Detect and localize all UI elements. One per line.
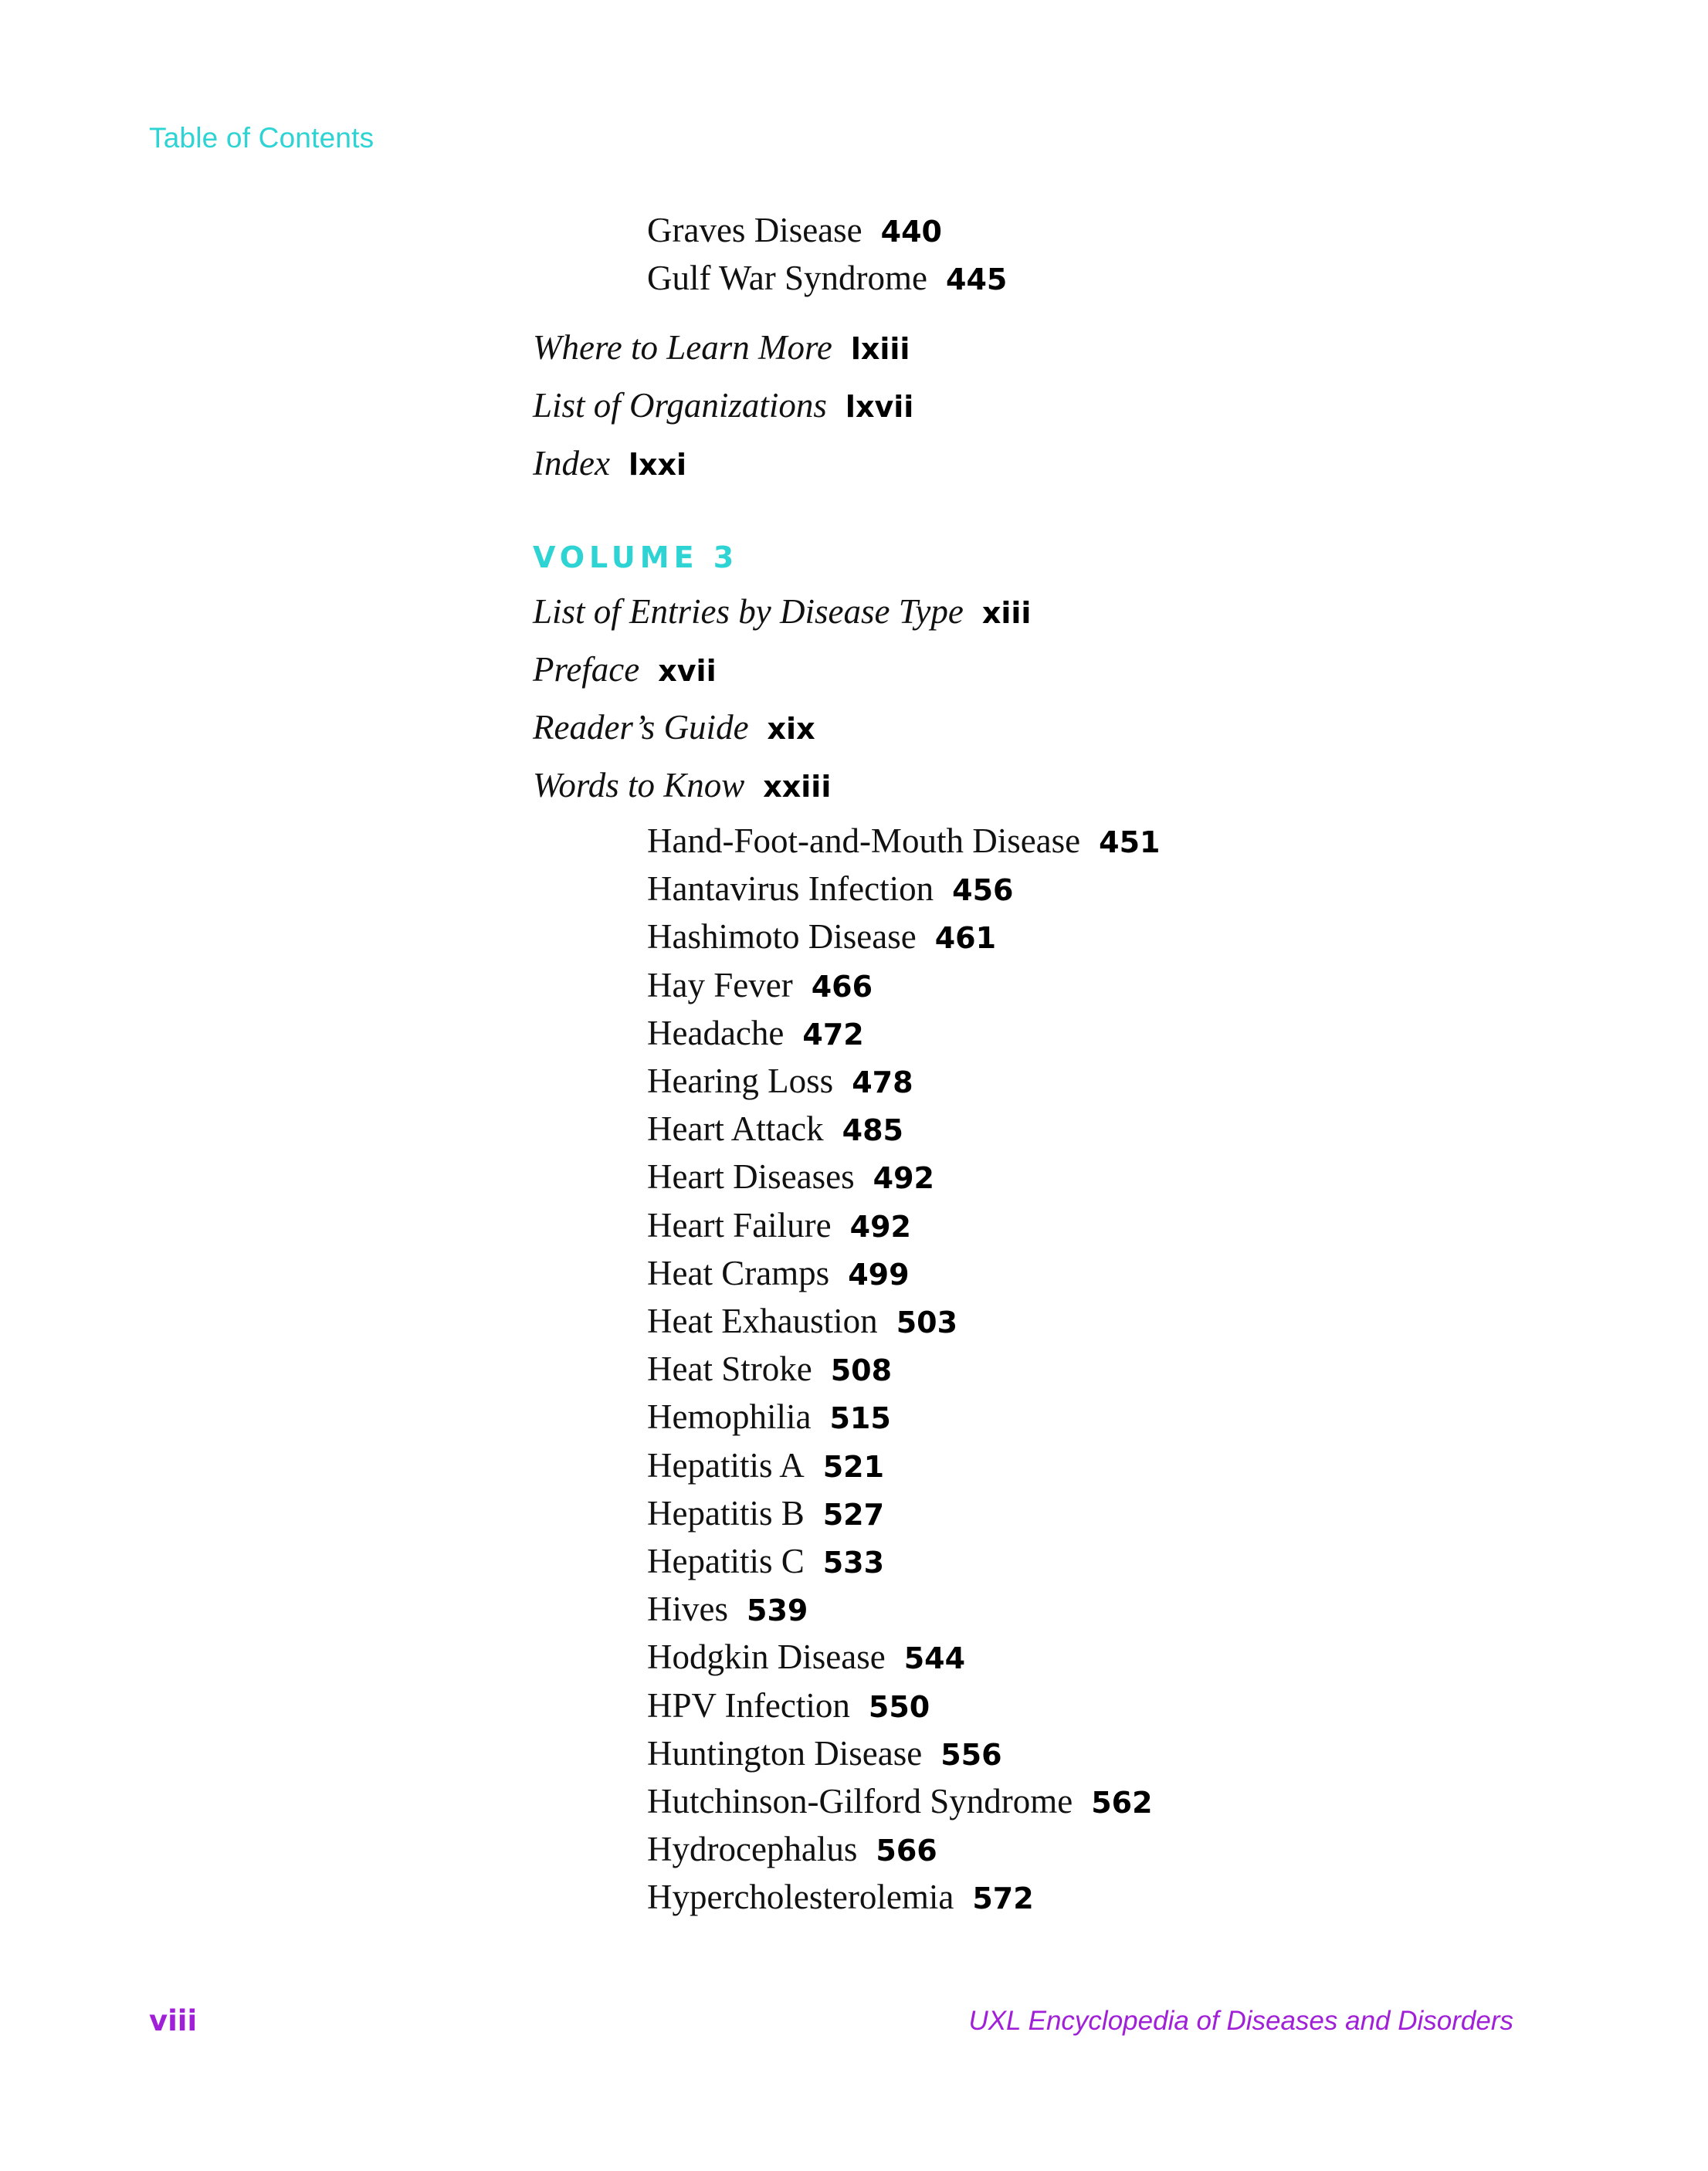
entry-page: 508	[830, 1353, 893, 1387]
entry-title: Heat Stroke	[647, 1350, 812, 1388]
entry-title: Hepatitis C	[647, 1542, 805, 1580]
toc-entry[interactable]	[647, 821, 1161, 860]
entry-page: 440	[880, 215, 942, 249]
entry-title: Words to Know	[533, 766, 745, 804]
entry-page: 485	[842, 1113, 903, 1147]
toc-front-matter-entry[interactable]	[533, 768, 831, 803]
entry-page: xxiii	[763, 770, 832, 804]
entry-title: Hives	[647, 1590, 728, 1628]
entry-page: 451	[1099, 825, 1161, 859]
toc-entry[interactable]	[647, 1784, 1153, 1819]
entry-title: Hand-Foot-and-Mouth Disease	[647, 821, 1081, 860]
toc-entry[interactable]	[647, 1157, 934, 1196]
entry-page: 539	[747, 1594, 808, 1627]
entry-page: 492	[873, 1161, 934, 1195]
toc-front-matter-entry[interactable]	[533, 594, 1031, 629]
entry-page: 456	[952, 873, 1014, 907]
entry-page: 445	[946, 262, 1008, 296]
entry-title: Where to Learn More	[533, 328, 832, 367]
entry-title: Heat Cramps	[647, 1254, 830, 1292]
entry-title: List of Organizations	[533, 386, 827, 425]
entry-title: Reader’s Guide	[533, 708, 749, 747]
toc-entry[interactable]	[647, 261, 1007, 296]
entry-page: 515	[829, 1401, 891, 1435]
toc-entry[interactable]	[647, 968, 873, 1003]
toc-entry[interactable]	[647, 1592, 808, 1627]
entry-page: 499	[848, 1258, 910, 1292]
entry-page: 572	[972, 1881, 1034, 1915]
toc-entry[interactable]	[647, 1496, 884, 1531]
entry-page: xiii	[981, 596, 1032, 630]
toc-front-matter-entry[interactable]	[533, 710, 815, 745]
entry-page: 562	[1091, 1786, 1153, 1820]
entry-page: 521	[822, 1450, 885, 1484]
entry-page: lxxi	[628, 448, 687, 482]
toc-entry[interactable]	[647, 917, 997, 956]
entry-title: Hashimoto Disease	[647, 917, 917, 956]
entry-title: Heart Failure	[647, 1206, 832, 1245]
entry-title: Headache	[647, 1014, 785, 1052]
entry-title: Hepatitis B	[647, 1494, 805, 1533]
entry-title: Hemophilia	[647, 1397, 812, 1436]
volume-heading: VOLUME 3	[533, 540, 739, 574]
entry-page: 556	[940, 1738, 1002, 1772]
toc-entry[interactable]	[647, 1736, 1002, 1771]
toc-front-matter-entry[interactable]	[533, 330, 910, 365]
toc-front-matter-entry[interactable]	[533, 446, 686, 481]
entry-title: Index	[533, 444, 610, 483]
entry-page: 492	[849, 1210, 911, 1244]
running-head: Table of Contents	[149, 122, 374, 154]
toc-entry[interactable]	[647, 213, 942, 248]
toc-entry[interactable]	[647, 1016, 864, 1051]
entry-title: Hay Fever	[647, 966, 793, 1004]
entry-page: 503	[896, 1306, 958, 1340]
toc-front-matter-entry[interactable]	[533, 652, 717, 687]
toc-entry[interactable]	[647, 1256, 910, 1291]
toc-entry[interactable]	[647, 1352, 892, 1387]
entry-page: 466	[811, 970, 873, 1004]
entry-page: 550	[868, 1690, 930, 1724]
entry-title: Hearing Loss	[647, 1062, 834, 1100]
toc-entry[interactable]	[647, 1448, 884, 1483]
entry-title: Heart Attack	[647, 1109, 824, 1148]
entry-title: Heat Exhaustion	[647, 1302, 878, 1340]
entry-page: 566	[876, 1834, 937, 1868]
entry-page: lxvii	[845, 390, 914, 424]
entry-page: lxiii	[850, 332, 910, 366]
entry-page: 544	[903, 1641, 966, 1675]
toc-entry[interactable]	[647, 1109, 903, 1148]
entry-title: Gulf War Syndrome	[647, 259, 927, 297]
entry-page: 478	[852, 1065, 913, 1099]
toc-entry[interactable]	[647, 1064, 913, 1099]
toc-entry[interactable]	[647, 1832, 937, 1867]
entry-title: Hepatitis A	[647, 1446, 805, 1485]
toc-entry[interactable]	[647, 1880, 1034, 1915]
entry-page: 461	[934, 921, 997, 955]
toc-entry[interactable]	[647, 1304, 957, 1339]
entry-title: Hantavirus Infection	[647, 869, 934, 908]
toc-entry[interactable]	[647, 1688, 930, 1723]
book-title: UXL Encyclopedia of Diseases and Disorders	[968, 2006, 1513, 2036]
entry-page: xvii	[658, 654, 717, 688]
toc-front-matter-entry[interactable]	[533, 388, 913, 423]
entry-title: HPV Infection	[647, 1686, 850, 1725]
entry-title: Hutchinson-Gilford Syndrome	[647, 1782, 1073, 1820]
toc-entry[interactable]	[647, 1544, 884, 1579]
entry-title: Preface	[533, 650, 640, 689]
entry-title: Heart Diseases	[647, 1157, 855, 1196]
entry-title: List of Entries by Disease Type	[533, 592, 964, 631]
entry-page: 527	[822, 1498, 885, 1532]
entry-title: Huntington Disease	[647, 1734, 923, 1773]
entry-page: 533	[822, 1546, 885, 1580]
entry-title: Hydrocephalus	[647, 1830, 858, 1868]
toc-entry[interactable]	[647, 1640, 965, 1675]
entry-page: 472	[802, 1018, 864, 1052]
entry-title: Graves Disease	[647, 211, 862, 249]
toc-entry[interactable]	[647, 1397, 891, 1436]
entry-title: Hodgkin Disease	[647, 1638, 886, 1676]
toc-entry[interactable]	[647, 1208, 911, 1243]
entry-page: xix	[767, 712, 815, 746]
toc-entry[interactable]	[647, 869, 1014, 908]
page-folio: viii	[149, 2004, 198, 2037]
entry-title: Hypercholesterolemia	[647, 1878, 954, 1916]
